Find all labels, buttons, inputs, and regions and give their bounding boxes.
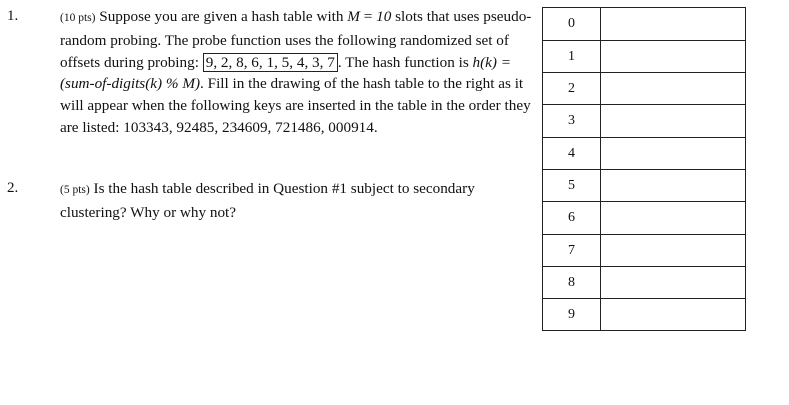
slot-index: 9 xyxy=(543,299,601,330)
slot-value-cell[interactable] xyxy=(601,170,745,201)
question-number: 1. xyxy=(7,8,19,24)
question-text: (5 pts) Is the hash table described in Question #1 subject to secondary clustering? Why or why not? xyxy=(60,180,475,221)
hash-function: h(k) = (sum-of-digits(k) % M) xyxy=(60,53,512,93)
hash-slot-5 xyxy=(543,170,745,202)
hash-slot-7 xyxy=(543,235,745,267)
points-label: (5 pts) xyxy=(60,184,90,196)
points-label: (10 pts) xyxy=(60,12,96,24)
hash-slot-4 xyxy=(543,138,745,170)
hash-slot-0 xyxy=(543,8,745,41)
question-text: (10 pts) Suppose you are given a hash table with M = 10 slots that uses pseudo-random probing. The probe function uses the following randomized set of offsets during probing: 9, 2, 8, 6, 1, 5, 4, 3, 7 . The hash function is h(k) = (sum-of-digits(k) % M). Fill in the drawing of the hash table to the right as it will appear when the following keys are inserted in the table in the order they are listed: 103343, 92485, 234609, 721486, 000914. xyxy=(60,8,532,136)
slot-index: 1 xyxy=(543,41,601,72)
hash-slot-6 xyxy=(543,202,745,235)
hash-table xyxy=(542,7,746,331)
offsets-box: 9, 2, 8, 6, 1, 5, 4, 3, 7 xyxy=(203,53,338,72)
slot-value-cell[interactable] xyxy=(601,235,745,266)
slot-value-cell[interactable] xyxy=(601,8,745,40)
slot-index: 4 xyxy=(543,138,601,169)
slot-value-cell[interactable] xyxy=(601,105,745,137)
hash-slot-9 xyxy=(543,299,745,330)
m-value: 10 xyxy=(376,8,392,25)
slot-value-cell[interactable] xyxy=(601,299,745,330)
m-variable: M xyxy=(347,8,360,25)
hash-slot-3 xyxy=(543,105,745,138)
hash-slot-2 xyxy=(543,73,745,105)
slot-index: 0 xyxy=(543,8,601,40)
slot-index: 6 xyxy=(543,202,601,234)
question-number: 2. xyxy=(7,180,19,196)
slot-index: 7 xyxy=(543,235,601,266)
slot-value-cell[interactable] xyxy=(601,202,745,234)
slot-value-cell[interactable] xyxy=(601,138,745,169)
slot-value-cell[interactable] xyxy=(601,267,745,298)
slot-value-cell[interactable] xyxy=(601,73,745,104)
slot-index: 2 xyxy=(543,73,601,104)
hash-slot-8 xyxy=(543,267,745,299)
slot-value-cell[interactable] xyxy=(601,41,745,72)
hash-slot-1 xyxy=(543,41,745,73)
slot-index: 5 xyxy=(543,170,601,201)
slot-index: 8 xyxy=(543,267,601,298)
slot-index: 3 xyxy=(543,105,601,137)
